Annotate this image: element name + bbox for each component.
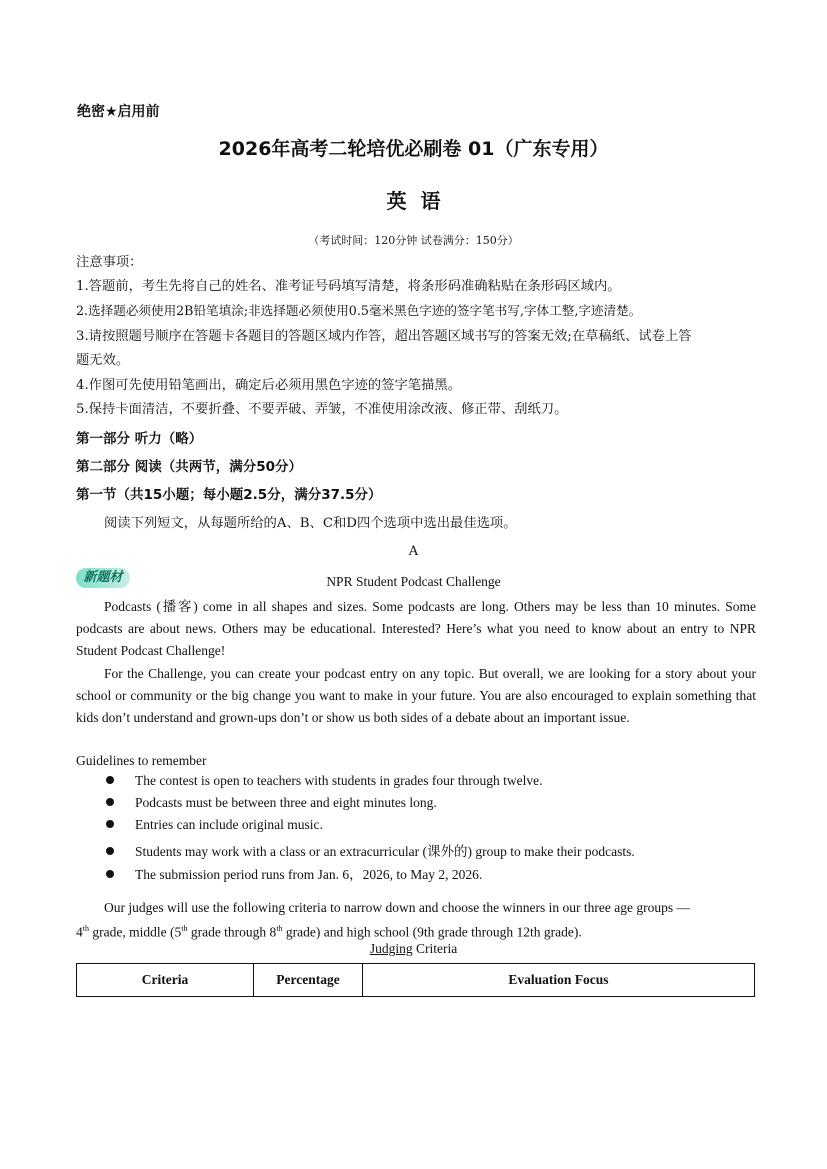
caption-rest: Criteria bbox=[412, 941, 458, 956]
part2-heading: 第二部分 阅读（共两节，满分50分） bbox=[76, 459, 302, 475]
superscript: th bbox=[276, 924, 283, 933]
text-span: 4 bbox=[76, 924, 83, 940]
table-caption bbox=[0, 941, 827, 957]
note-item: 4.作图可先使用铅笔画出，确定后必须用黑色字迹的签字笔描黑。 bbox=[76, 378, 461, 393]
exam-info: （考试时间：120分钟 试卷满分：150分） bbox=[308, 234, 519, 247]
note-item: 1.答题前，考生先将自己的姓名、准考证号码填写清楚，将条形码准确粘贴在条形码区域内。 bbox=[76, 279, 621, 294]
new-material-badge: 新题材 bbox=[76, 568, 130, 588]
passage-letter: A bbox=[408, 544, 419, 559]
guideline-text: The contest is open to teachers with students in grades four through twelve. bbox=[135, 773, 543, 788]
note-item: 题无效。 bbox=[76, 353, 130, 368]
note-item: 3.请按照题号顺序在答题卡各题目的答题区域内作答，超出答题区域书写的答案无效;在草稿纸、试卷上答 bbox=[76, 329, 692, 344]
note-item: 2.选择题必须使用2B铅笔填涂;非选择题必须使用0.5毫米黑色字迹的签字笔书写,字体工整,字迹清楚。 bbox=[76, 303, 642, 318]
table-header-cell: Evaluation Focus bbox=[363, 964, 755, 997]
bullet-icon bbox=[106, 870, 114, 878]
section1-heading: 第一节（共15小题；每小题2.5分，满分37.5分） bbox=[76, 487, 382, 503]
guidelines-heading: Guidelines to remember bbox=[76, 753, 207, 768]
superscript: th bbox=[82, 924, 89, 933]
guideline-text: Podcasts must be between three and eight minutes long. bbox=[135, 795, 437, 810]
text-span: grade) and high school (9th grade through 12th grade). bbox=[282, 924, 582, 940]
subject-title: 英语 bbox=[386, 189, 455, 213]
bullet-icon bbox=[106, 820, 114, 828]
table-header-cell: Criteria bbox=[77, 964, 254, 997]
exam-title: 2026年高考二轮培优必刷卷 01（广东专用） bbox=[218, 138, 609, 160]
guideline-text: Entries can include original music. bbox=[135, 817, 323, 832]
passage-paragraph-3: Our judges will use the following criteria to narrow down and choose the winners in our three age groups — bbox=[104, 900, 690, 915]
bullet-icon bbox=[106, 847, 114, 855]
reading-instruction: 阅读下列短文，从每题所给的A、B、C和D四个选项中选出最佳选项。 bbox=[104, 516, 517, 531]
text-span: grade, middle (5 bbox=[88, 924, 182, 940]
list-item bbox=[106, 817, 323, 833]
note-item: 5.保持卡面清洁，不要折叠、不要弄破、弄皱，不准使用涂改液、修正带、刮纸刀。 bbox=[76, 402, 568, 417]
passage-title: NPR Student Podcast Challenge bbox=[326, 574, 501, 589]
passage-paragraph-2: For the Challenge, you can create your podcast entry on any topic. But overall, we are looking for a story about your school or community or the big change you want to make in your future. You are also encouraged to explain something that kids don’t understand and grown-ups don’t or show us both sides of a debate about an important issue. bbox=[76, 666, 756, 725]
caption-underlined: Judging bbox=[369, 941, 413, 956]
bullet-icon bbox=[106, 798, 114, 806]
passage-paragraph-1: Podcasts (播客) come in all shapes and sizes. Some podcasts are long. Others may be less than 10 minutes. Some podcasts are about news. Others may be educational. Interested? Here’s what you need to know about an entry to NPR Student Podcast Challenge! bbox=[76, 599, 756, 658]
guideline-text: The submission period runs from Jan. 6，2026, to May 2, 2026. bbox=[135, 867, 483, 882]
notes-heading: 注意事项： bbox=[76, 255, 143, 270]
table-header-cell: Percentage bbox=[254, 964, 363, 997]
list-item bbox=[106, 863, 482, 883]
list-item bbox=[106, 840, 635, 860]
list-item bbox=[106, 773, 543, 789]
table-header-row bbox=[77, 964, 755, 997]
guideline-text: Students may work with a class or an extracurricular (课外的) group to make their podcasts. bbox=[135, 844, 635, 859]
bullet-icon bbox=[106, 776, 114, 784]
passage-paragraph-3-cont bbox=[76, 918, 756, 944]
superscript: th bbox=[181, 924, 188, 933]
part1-heading: 第一部分 听力（略） bbox=[76, 431, 203, 447]
confidential-label: 绝密★启用前 bbox=[77, 104, 160, 120]
list-item bbox=[106, 795, 437, 811]
text-span: grade through 8 bbox=[187, 924, 277, 940]
judging-criteria-table bbox=[76, 963, 755, 997]
